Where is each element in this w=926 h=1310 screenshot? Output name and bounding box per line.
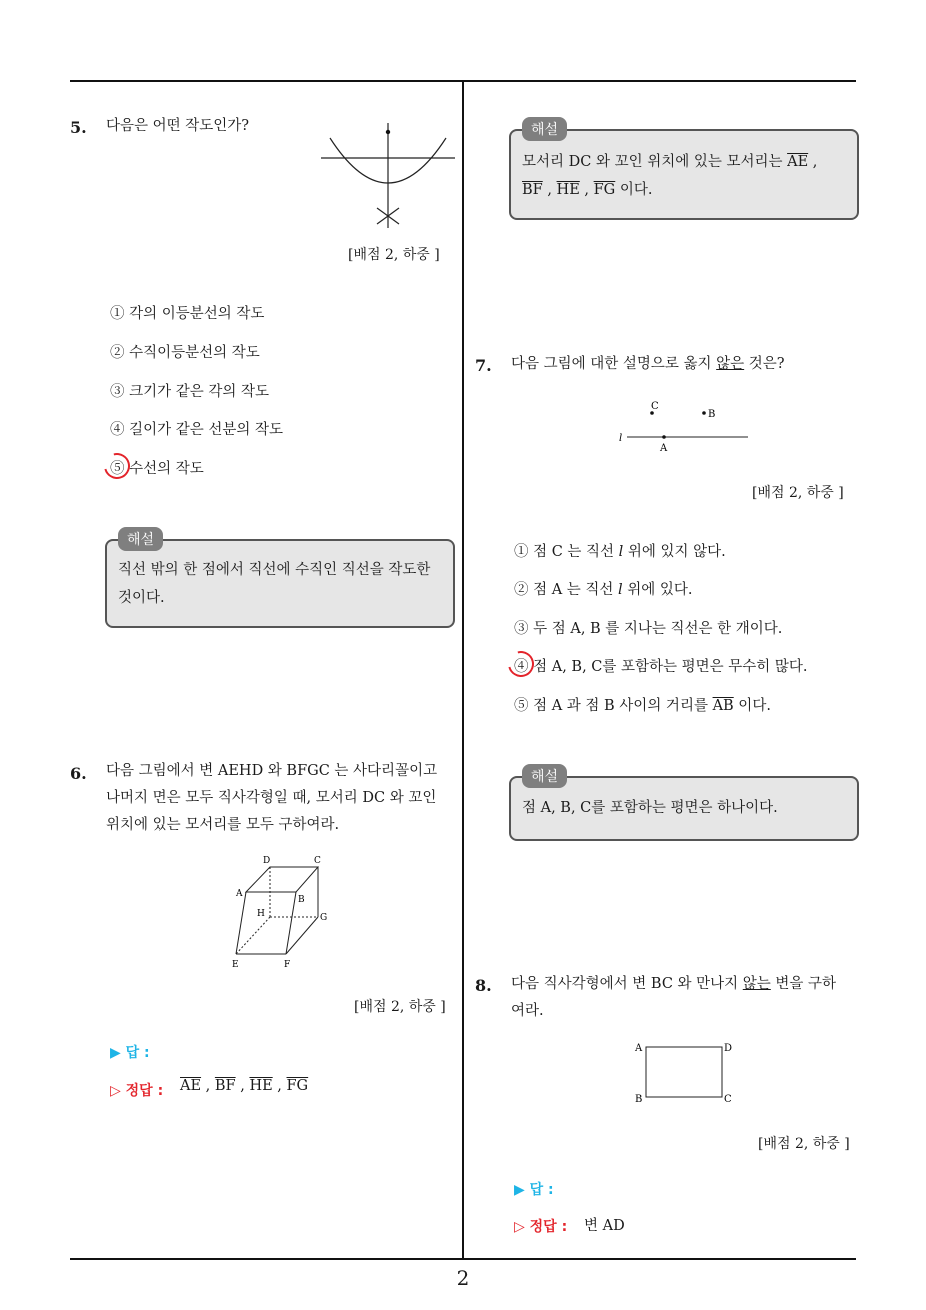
q8-label-D: D bbox=[724, 1043, 733, 1054]
q8-score: [배점 2, 하중 ] bbox=[758, 1136, 850, 1152]
q7-score: [배점 2, 하중 ] bbox=[752, 485, 844, 501]
q5-expl-line-2: 것이다. bbox=[118, 590, 165, 606]
q6-expl-line-2: $\overline{BF}$ , $\overline{HE}$ , $\overline{FG}$ 이다. bbox=[522, 182, 653, 198]
q5-point bbox=[386, 130, 390, 134]
q7-figure-points-line bbox=[615, 398, 755, 458]
q8-text-line-1: 다음 직사각형에서 변 BC 와 만나지 않는 변을 구하 bbox=[511, 976, 837, 992]
q6-score: [배점 2, 하중 ] bbox=[354, 999, 446, 1015]
q6-correct-label: ▷ 정답 : bbox=[110, 1083, 164, 1099]
q7-option-1[interactable]: ① 점 C 는 직선 l 위에 있지 않다. bbox=[514, 544, 726, 560]
q5-option-2[interactable]: ② 수직이등분선의 작도 bbox=[110, 345, 260, 361]
q6-explanation-text bbox=[522, 148, 817, 204]
q7-explanation-tag: 해설 bbox=[522, 764, 567, 788]
q6-answer-AE: $\overline{AE}$ bbox=[180, 1078, 202, 1094]
q6-answer-BF: $\overline{BF}$ bbox=[214, 1078, 236, 1094]
q8-correct-label: ▷ 정답 : bbox=[514, 1219, 568, 1235]
q5-option-3[interactable]: ③ 크기가 같은 각의 작도 bbox=[110, 384, 269, 400]
q6-label-E: E bbox=[232, 960, 239, 970]
q7-option-2[interactable]: ② 점 A 는 직선 l 위에 있다. bbox=[514, 582, 693, 598]
q7-number: 7. bbox=[475, 356, 492, 375]
q6-correct-answer bbox=[180, 1078, 308, 1094]
q6-number: 6. bbox=[70, 764, 87, 783]
q7-option-5[interactable]: ⑤ 점 A 과 점 B 사이의 거리를 $\overline{AB}$ 이다. bbox=[514, 698, 771, 714]
q5-option-4[interactable]: ④ 길이가 같은 선분의 작도 bbox=[110, 422, 284, 438]
q6-answer-FG: $\overline{FG}$ bbox=[286, 1078, 309, 1094]
q8-number: 8. bbox=[475, 976, 492, 995]
q7-label-C: C bbox=[651, 401, 659, 412]
q5-score: [배점 2, 하중 ] bbox=[348, 247, 440, 263]
q5-option-5[interactable]: ⑤ 수선의 작도 bbox=[110, 461, 204, 477]
q6-text-line-3: 위치에 있는 모서리를 모두 구하여라. bbox=[106, 817, 340, 833]
q6-expl-line-1: 모서리 DC 와 꼬인 위치에 있는 모서리는 $\overline{AE}$ , bbox=[522, 154, 818, 170]
q7-label-B: B bbox=[708, 409, 716, 420]
q6-text-line-1: 다음 그림에서 변 AEHD 와 BFGC 는 사다리꼴이고 bbox=[106, 763, 438, 779]
q6-text bbox=[106, 758, 437, 839]
column-divider bbox=[462, 82, 464, 1258]
q7-explanation-text: 점 A, B, C를 포함하는 평면은 하나이다. bbox=[522, 800, 778, 816]
q8-rectangle bbox=[646, 1047, 722, 1097]
q8-label-B: B bbox=[635, 1094, 643, 1105]
q8-text bbox=[511, 971, 836, 1025]
q8-correct-answer: 변 AD bbox=[584, 1218, 625, 1234]
q6-figure-prism bbox=[228, 852, 338, 972]
q6-label-G: G bbox=[320, 913, 328, 923]
q6-answer-sep-2: , bbox=[240, 1078, 245, 1094]
q6-text-line-2: 나머지 면은 모두 직사각형일 때, 모서리 DC 와 꼬인 bbox=[106, 790, 437, 806]
bottom-rule bbox=[70, 1258, 856, 1260]
q5-explanation-tag: 해설 bbox=[118, 527, 163, 551]
q8-answer-label: ▶ 답 : bbox=[514, 1182, 554, 1198]
q5-explanation-text bbox=[118, 556, 430, 612]
q5-option-1[interactable]: ① 각의 이등분선의 작도 bbox=[110, 306, 265, 322]
q6-label-C: C bbox=[314, 856, 321, 866]
q6-explanation-tag: 해설 bbox=[522, 117, 567, 141]
q8-figure-rectangle bbox=[632, 1040, 742, 1106]
page-number: 2 bbox=[456, 1266, 470, 1290]
q6-label-F: F bbox=[284, 960, 291, 970]
q7-option-4[interactable]: ④ 점 A, B, C를 포함하는 평면은 무수히 많다. bbox=[514, 659, 808, 675]
q5-figure-perpendicular-construction bbox=[318, 118, 458, 233]
q7-selected-circle-mark bbox=[503, 646, 539, 682]
q6-answer-sep-3: , bbox=[277, 1078, 282, 1094]
q6-label-H: H bbox=[257, 909, 265, 919]
q8-text-line-2: 여라. bbox=[511, 1003, 544, 1019]
q7-option-3[interactable]: ③ 두 점 A, B 를 지나는 직선은 한 개이다. bbox=[514, 621, 783, 637]
q7-label-l: l bbox=[619, 433, 623, 444]
q6-answer-sep-1: , bbox=[205, 1078, 211, 1094]
q5-expl-line-1: 직선 밖의 한 점에서 직선에 수직인 직선을 작도한 bbox=[118, 562, 431, 578]
q6-answer-HE: $\overline{HE}$ bbox=[249, 1078, 273, 1094]
q8-label-C: C bbox=[724, 1094, 732, 1105]
q6-label-B: B bbox=[298, 895, 305, 905]
q5-selected-circle-mark bbox=[99, 448, 135, 484]
q6-answer-label: ▶ 답 : bbox=[110, 1045, 150, 1061]
q6-label-D: D bbox=[263, 856, 271, 866]
q5-number: 5. bbox=[70, 118, 87, 137]
q7-text: 다음 그림에 대한 설명으로 옳지 않은 것은? bbox=[511, 356, 785, 372]
q6-label-A: A bbox=[236, 889, 243, 899]
q7-label-A: A bbox=[660, 443, 668, 454]
q5-text: 다음은 어떤 작도인가? bbox=[106, 118, 250, 134]
q8-label-A: A bbox=[635, 1043, 643, 1054]
